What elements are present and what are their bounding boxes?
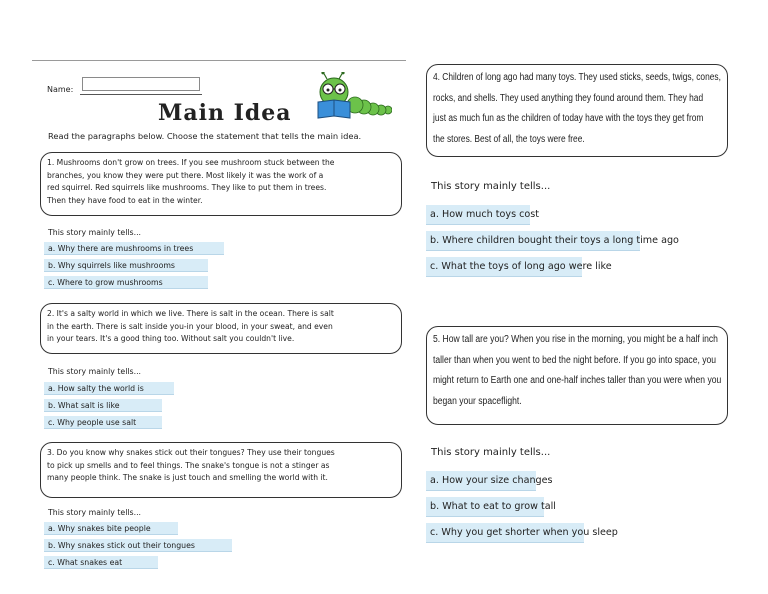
passage-line: taller than when you went to bed the night before. If you go into space, you (433, 354, 717, 366)
passage-line: rocks, and shells. They used anything they found around them. They had (433, 92, 704, 104)
question-3-option-b[interactable]: b. Why snakes stick out their tongues (44, 539, 232, 552)
question-2-prompt: This story mainly tells... (48, 367, 142, 376)
passage-line: the stores. Best of all, the toys were free. (433, 133, 585, 145)
question-2-option-b[interactable]: b. What salt is like (44, 399, 162, 412)
passage-line: in the earth. There is salt inside you-in your blood, in your sweat, and even (47, 321, 333, 331)
question-1-option-a[interactable]: a. Why there are mushrooms in trees (44, 242, 224, 255)
question-1-prompt: This story mainly tells... (48, 228, 142, 237)
question-4-option-a[interactable]: a. How much toys cost (426, 205, 530, 225)
passage-line: red squirrel. Red squirrels like mushrooms. They like to put them in trees. (47, 183, 327, 192)
question-5-option-b[interactable]: b. What to eat to grow tall (426, 497, 544, 517)
question-5-option-c[interactable]: c. Why you get shorter when you sleep (426, 523, 584, 543)
passage-line: just as much fun as the children of today have with the toys they get from (433, 113, 704, 124)
passage-line: 1. Mushrooms don't grow on trees. If you see mushroom stuck between the (47, 158, 335, 167)
question-3-prompt: This story mainly tells... (48, 508, 142, 517)
page-title: Main Idea (158, 100, 292, 126)
question-4-prompt: This story mainly tells... (431, 181, 551, 192)
passage-line: 4. Children of long ago had many toys. They used sticks, seeds, twigs, cones, (433, 72, 721, 83)
name-label: Name: (47, 85, 74, 94)
question-5-option-a[interactable]: a. How your size changes (426, 471, 536, 491)
passage-line: Then they have food to eat in the winter. (47, 195, 203, 205)
passage-2 (40, 303, 402, 354)
question-3-option-a[interactable]: a. Why snakes bite people (44, 522, 178, 535)
question-1-option-b[interactable]: b. Why squirrels like mushrooms (44, 259, 208, 272)
passage-line: to pick up smells and to feel things. The snake's tongue is not a stinger as (47, 460, 330, 470)
passage-3 (40, 442, 402, 498)
question-1-option-c[interactable]: c. Where to grow mushrooms (44, 276, 208, 289)
name-underline (80, 94, 202, 95)
passage-line: began your spaceflight. (433, 395, 522, 407)
question-2-option-a[interactable]: a. How salty the world is (44, 382, 174, 395)
question-4-option-b[interactable]: b. Where children bought their toys a long time ago (426, 231, 640, 251)
passage-4 (426, 64, 728, 157)
name-input[interactable] (82, 77, 200, 91)
question-5-prompt: This story mainly tells... (431, 447, 551, 458)
question-2-option-c[interactable]: c. Why people use salt (44, 416, 162, 429)
passage-line: in your tears. It's a good thing too. Without salt you couldn't live. (47, 334, 295, 343)
passage-line: branches, you know they were put there. Most likely it was the work of a (47, 170, 324, 180)
passage-line: 3. Do you know why snakes stick out their tongues? They use their tongues (47, 448, 335, 457)
question-3-option-c[interactable]: c. What snakes eat (44, 556, 158, 569)
top-rule (32, 60, 406, 61)
passage-line: many people think. The snake is just touch and smelling the world with it. (47, 473, 328, 482)
passage-line: might return to Earth one and one-half inches taller than you were when you (433, 375, 722, 386)
passage-line: 5. How tall are you? When you rise in the morning, you might be a half inch (433, 334, 718, 345)
instructions: Read the paragraphs below. Choose the statement that tells the main idea. (48, 131, 362, 141)
bookworm-icon (312, 72, 392, 124)
passage-line: 2. It's a salty world in which we live. There is salt in the ocean. There is salt (47, 309, 334, 318)
question-4-option-c[interactable]: c. What the toys of long ago were like (426, 257, 582, 277)
passage-5 (426, 326, 728, 425)
passage-1 (40, 152, 402, 216)
